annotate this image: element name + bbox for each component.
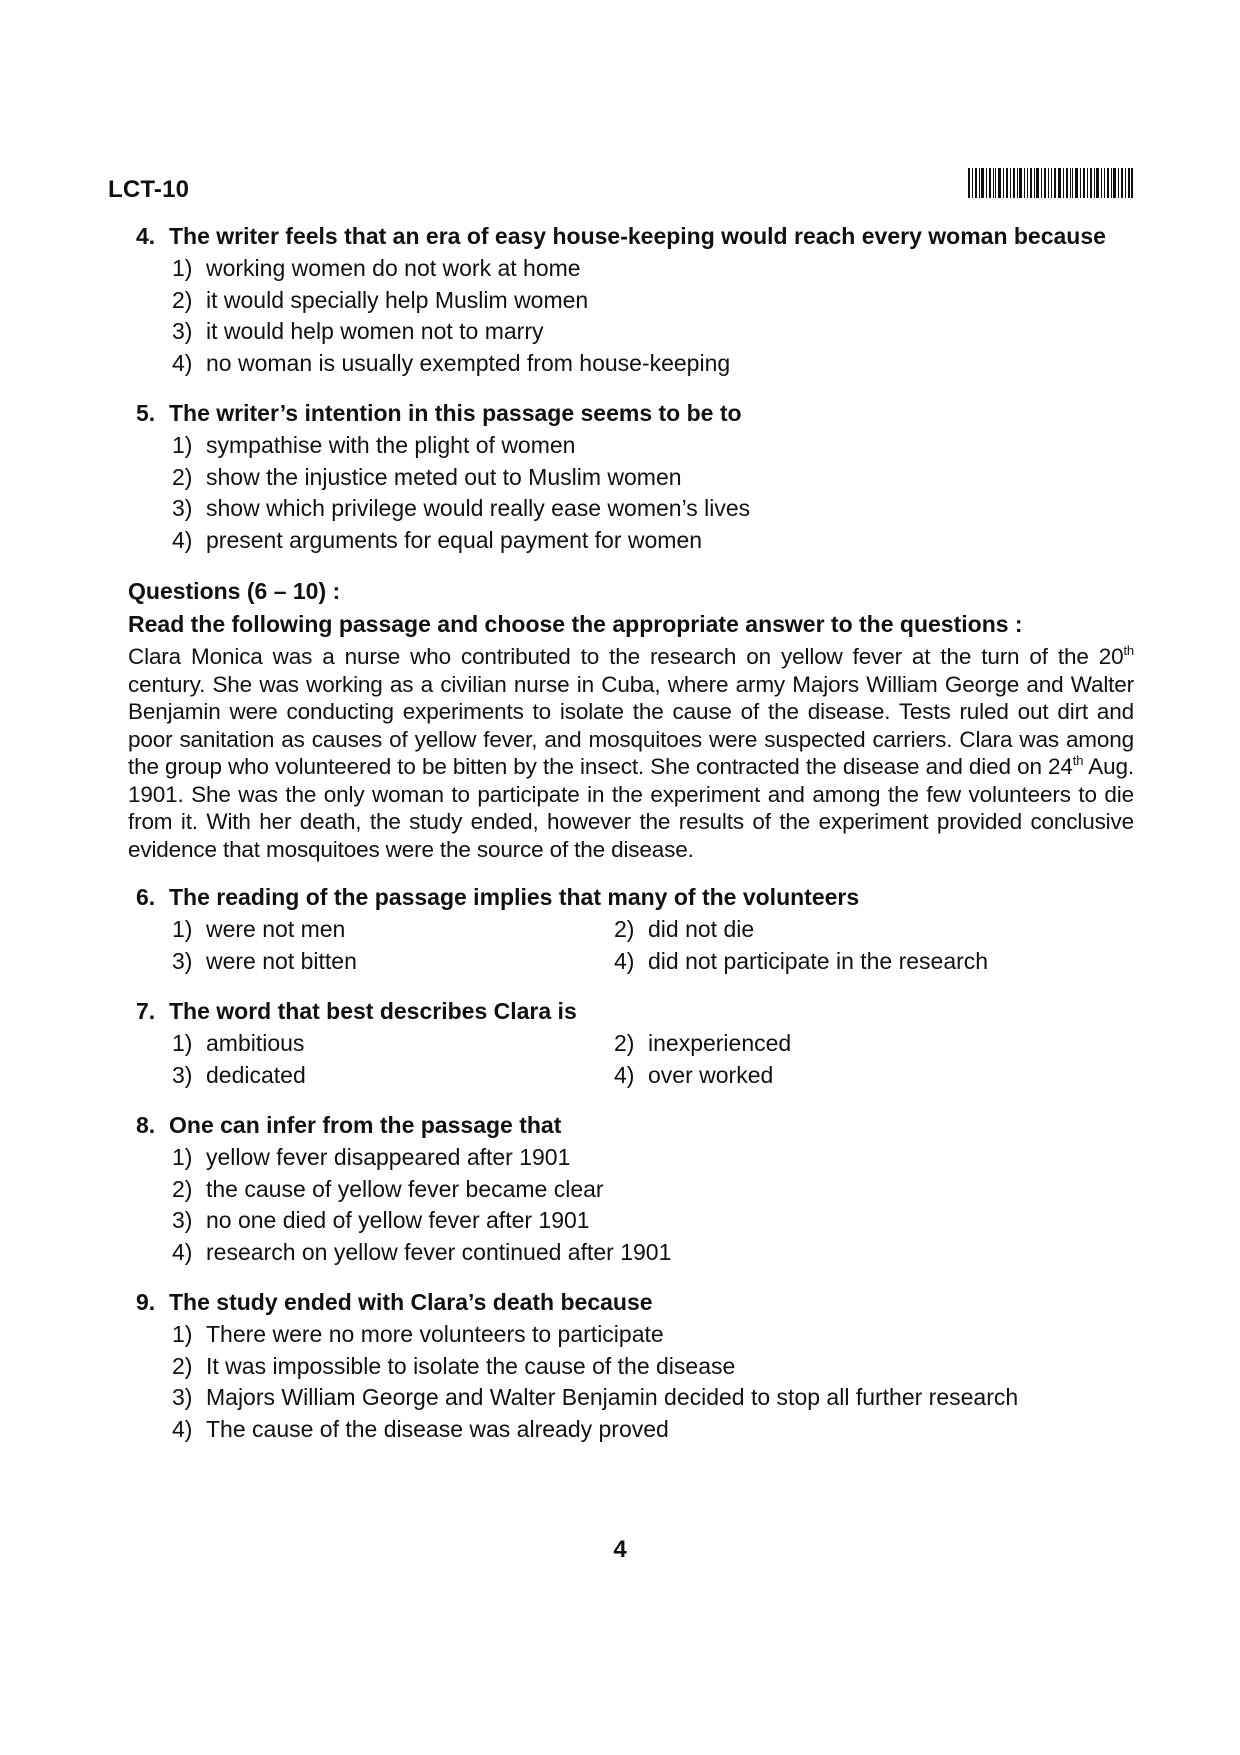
question-6 <box>128 883 1134 977</box>
option-number: 2) <box>172 1175 193 1202</box>
question-text: The study ended with Clara’s death because <box>169 1289 653 1315</box>
option-text: working women do not work at home <box>206 255 581 281</box>
page-content <box>128 222 1134 1465</box>
option-number: 4) <box>614 947 635 974</box>
option-3 <box>172 493 1134 525</box>
question-stem <box>136 1111 1134 1139</box>
option-text: show which privilege would really ease women’s lives <box>206 495 751 521</box>
question-number: 5. <box>136 400 156 426</box>
option-3 <box>172 1060 614 1092</box>
option-number: 1) <box>172 432 193 458</box>
option-text: did not die <box>648 916 755 942</box>
option-text: did not participate in the research <box>648 947 989 974</box>
option-number: 1) <box>172 1030 193 1056</box>
page-code: LCT-10 <box>108 176 190 203</box>
option-text: inexperienced <box>648 1030 792 1056</box>
option-1 <box>172 253 1134 285</box>
option-2 <box>172 285 1134 317</box>
option-number: 3) <box>172 1384 193 1410</box>
option-text: The cause of the disease was already proved <box>206 1415 669 1442</box>
option-2 <box>172 1174 1134 1206</box>
option-3 <box>172 946 614 978</box>
option-text: ambitious <box>206 1030 305 1056</box>
option-4 <box>614 946 1134 978</box>
option-text: present arguments for equal payment for women <box>206 526 703 553</box>
section-heading: Questions (6 – 10) : <box>128 578 341 604</box>
option-text: the cause of yellow fever became clear <box>206 1175 604 1202</box>
option-1 <box>172 1319 1134 1351</box>
section <box>128 576 1134 863</box>
option-text: show the injustice meted out to Muslim women <box>206 463 682 490</box>
question-text: The writer’s intention in this passage seems to be to <box>169 400 742 426</box>
option-number: 4) <box>172 349 193 376</box>
option-number: 2) <box>172 463 193 490</box>
option-3 <box>172 1205 1134 1237</box>
question-9 <box>128 1288 1134 1445</box>
option-number: 2) <box>172 1352 193 1379</box>
option-number: 2) <box>614 1030 635 1056</box>
question-number: 6. <box>136 884 156 910</box>
question-number: 9. <box>136 1289 156 1315</box>
option-number: 4) <box>172 526 193 553</box>
option-number: 3) <box>172 1061 193 1088</box>
page-number: 4 <box>613 1536 627 1563</box>
question-text: One can infer from the passage that <box>169 1112 562 1138</box>
option-text: sympathise with the plight of women <box>206 432 576 458</box>
reading-passage <box>128 643 1134 863</box>
option-4 <box>172 525 1134 557</box>
option-text: dedicated <box>206 1061 306 1088</box>
question-text: The writer feels that an era of easy house-keeping would reach every woman because <box>169 223 1106 249</box>
option-number: 1) <box>172 1144 193 1170</box>
question-stem <box>136 883 1134 911</box>
passage-text: century. She was working as a civilian nurse in Cuba, where army Majors William George and Walter Benjamin were conducting experiments to isolate the cause of the disease. Tests ruled out dirt and poor sanitation as causes of yellow fever, and mosquitoes were suspected carriers. Clara was among the group who volunteered to be bitten by the insect. She contracted the disease and died on 24 <box>128 671 1134 779</box>
option-number: 1) <box>172 1321 193 1347</box>
question-number: 7. <box>136 998 156 1024</box>
option-number: 3) <box>172 495 193 521</box>
option-number: 3) <box>172 947 193 974</box>
options-list <box>172 430 1134 556</box>
question-stem <box>136 997 1134 1025</box>
option-1 <box>172 914 614 946</box>
options-list <box>172 1028 1134 1091</box>
question-stem <box>136 222 1134 250</box>
question-stem <box>136 1288 1134 1316</box>
option-2 <box>172 1351 1134 1383</box>
option-text: it would specially help Muslim women <box>206 286 589 313</box>
question-number: 4. <box>136 223 156 249</box>
question-7 <box>128 997 1134 1091</box>
option-2 <box>614 914 1134 946</box>
option-number: 1) <box>172 255 193 281</box>
option-3 <box>172 316 1134 348</box>
option-1 <box>172 430 1134 462</box>
option-4 <box>172 1414 1134 1446</box>
option-number: 1) <box>172 916 193 942</box>
option-2 <box>172 462 1134 494</box>
option-3 <box>172 1382 1134 1414</box>
option-number: 3) <box>172 1207 193 1233</box>
option-4 <box>172 1237 1134 1269</box>
question-number: 8. <box>136 1112 156 1138</box>
option-text: There were no more volunteers to participate <box>206 1321 664 1347</box>
section-instructions: Read the following passage and choose the appropriate answer to the questions : <box>128 611 1023 637</box>
options-list <box>172 1319 1134 1445</box>
option-number: 4) <box>172 1238 193 1265</box>
option-number: 3) <box>172 318 193 344</box>
option-number: 4) <box>614 1061 635 1088</box>
option-text: were not bitten <box>206 947 357 974</box>
option-text: no woman is usually exempted from house-keeping <box>206 349 731 376</box>
question-8 <box>128 1111 1134 1268</box>
option-text: over worked <box>648 1061 774 1088</box>
option-text: were not men <box>206 916 346 942</box>
option-4 <box>614 1060 1134 1092</box>
question-4 <box>128 222 1134 379</box>
barcode-image <box>968 168 1133 198</box>
question-text: The reading of the passage implies that many of the volunteers <box>169 884 860 910</box>
option-text: Majors William George and Walter Benjamin decided to stop all further research <box>206 1384 1019 1410</box>
options-list <box>172 1142 1134 1268</box>
option-text: It was impossible to isolate the cause of the disease <box>206 1352 736 1379</box>
ordinal-suffix: th <box>1072 753 1084 768</box>
options-list <box>172 253 1134 379</box>
question-stem <box>136 399 1134 427</box>
passage-text: Clara Monica was a nurse who contributed to the research on yellow fever at the turn of the 20 <box>128 644 1124 669</box>
option-number: 2) <box>614 916 635 942</box>
question-5 <box>128 399 1134 556</box>
options-list <box>172 914 1134 977</box>
option-4 <box>172 348 1134 380</box>
option-text: yellow fever disappeared after 1901 <box>206 1144 571 1170</box>
ordinal-suffix: th <box>1123 643 1134 658</box>
option-text: research on yellow fever continued after 1901 <box>206 1238 672 1265</box>
option-1 <box>172 1142 1134 1174</box>
option-2 <box>614 1028 1134 1060</box>
option-text: no one died of yellow fever after 1901 <box>206 1207 590 1233</box>
option-number: 4) <box>172 1415 193 1442</box>
option-text: it would help women not to marry <box>206 318 544 344</box>
passage-text: Aug. 1901. She was the only woman to participate in the experiment and among the few volunteers to die from it. With her death, the study ended, however the results of the experiment provided conclusive evidence that mosquitoes were the source of the disease. <box>128 754 1134 862</box>
option-1 <box>172 1028 614 1060</box>
question-text: The word that best describes Clara is <box>169 998 577 1024</box>
option-number: 2) <box>172 286 193 313</box>
